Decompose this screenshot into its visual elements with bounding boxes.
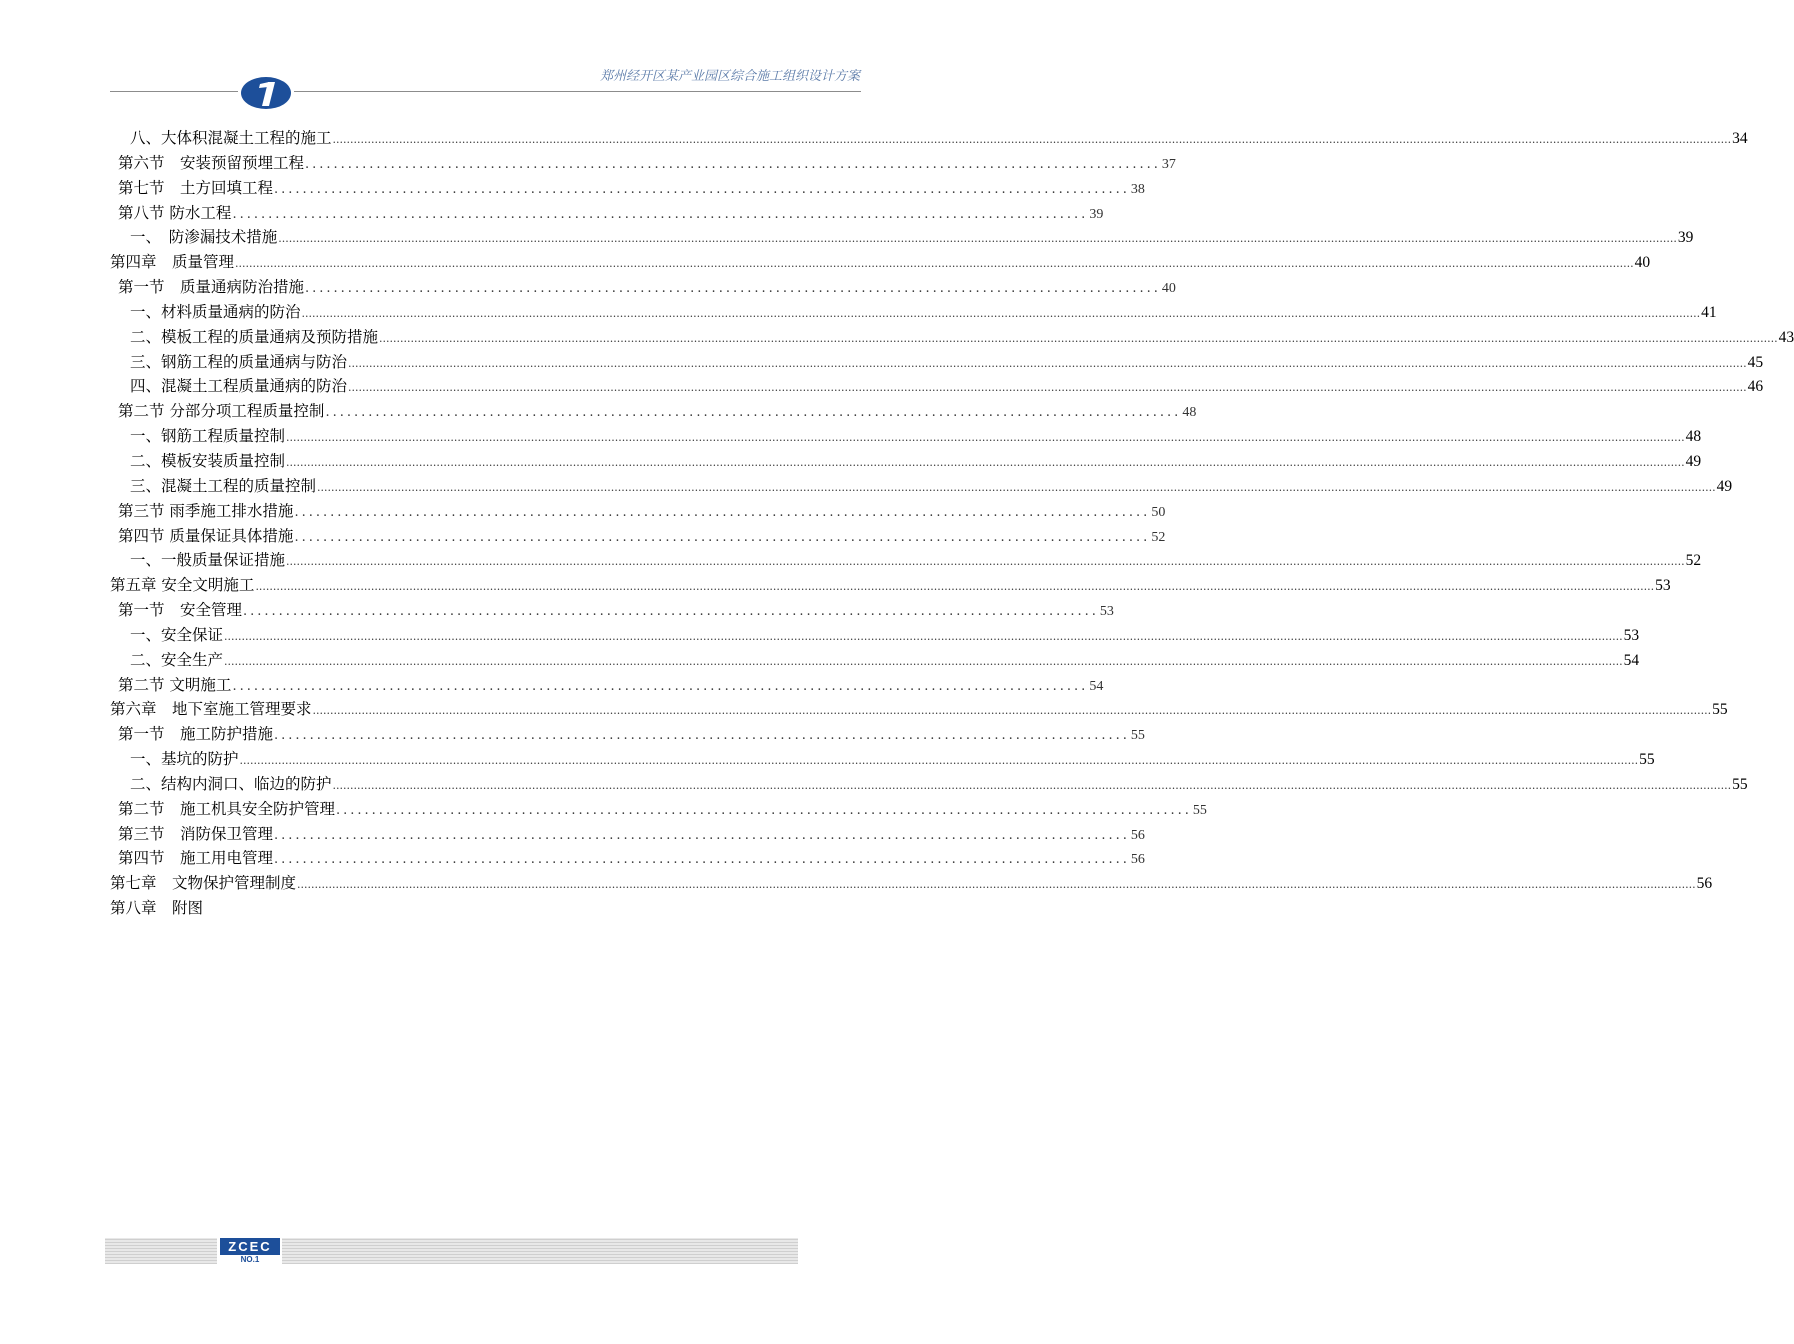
toc-dot-leader: ................................................................................................................................................................................................................................................................................................................................................................................................................	[332, 133, 1732, 146]
toc-entry-title: 第八节 防水工程	[118, 203, 232, 222]
toc-entry-title: 一、 防渗漏技术措施	[130, 228, 278, 247]
toc-entry[interactable]	[110, 399, 1197, 424]
toc-dot-leader: ................................................................................................................................................................................................................................................................................................................................................................................................................	[224, 629, 1623, 643]
toc-entry-title: 第四节 质量保证具体措施	[118, 526, 294, 545]
toc-page-number: 56	[1130, 852, 1145, 868]
toc-entry-title: 一、钢筋工程质量控制	[130, 427, 286, 446]
toc-page-number: 55	[1130, 728, 1145, 744]
toc-entry[interactable]	[110, 225, 1694, 250]
toc-page-number: 52	[1685, 552, 1702, 570]
toc-entry-title: 三、混凝土工程的质量控制	[130, 476, 317, 495]
toc-dot-leader: ................................................................................................................................................................................................................................................................................................................................................................................................................	[278, 232, 1677, 246]
toc-dot-leader: ........................................................................................................................	[274, 728, 1130, 744]
toc-page-number: 55	[1712, 701, 1728, 719]
toc-entry[interactable]	[110, 846, 1145, 871]
toc-entry[interactable]	[110, 648, 1640, 673]
toc-entry[interactable]	[110, 201, 1104, 226]
toc-entry-title: 第五章 安全文明施工	[110, 576, 255, 595]
toc-entry-title: 第八章 附图	[110, 899, 204, 918]
toc-entry-title: 第六节 安装预留预埋工程	[118, 153, 305, 172]
toc-page-number: 53	[1099, 604, 1114, 620]
toc-dot-leader: ................................................................................................................................................................................................................................................................................................................................................................................................................	[348, 356, 1747, 370]
toc-entry-title: 第一节 质量通病防治措施	[118, 278, 305, 297]
toc-dot-leader: ........................................................................................................................	[305, 156, 1161, 172]
toc-dot-leader: ........................................................................................................................	[232, 678, 1089, 694]
toc-page-number: 49	[1716, 477, 1733, 495]
toc-entry-title: 三、钢筋工程的质量通病与防治	[130, 352, 348, 371]
toc-dot-leader: ................................................................................................................................................................................................................................................................................................................................................................................................................	[332, 778, 1732, 792]
toc-entry-title: 八、大体积混凝土工程的施工	[130, 129, 332, 147]
toc-entry-title: 第七章 文物保护管理制度	[110, 874, 297, 893]
toc-entry[interactable]	[110, 772, 1748, 797]
header-divider-left	[110, 91, 238, 92]
toc-entry[interactable]	[110, 474, 1733, 499]
toc-dot-leader: ................................................................................................................................................................................................................................................................................................................................................................................................................	[286, 555, 1685, 569]
toc-entry-title: 第四节 施工用电管理	[118, 849, 274, 868]
toc-entry-title: 第三节 消防保卫管理	[118, 824, 274, 843]
footer-stripe-right	[282, 1238, 798, 1264]
toc-entry-title: 四、混凝土工程质量通病的防治	[130, 377, 348, 396]
toc-dot-leader: ................................................................................................................................................................................................................................................................................................................................................................................................................	[312, 704, 1712, 718]
toc-entry[interactable]	[110, 499, 1166, 524]
toc-entry-title: 第二节 文明施工	[118, 675, 232, 694]
toc-entry[interactable]	[110, 722, 1145, 747]
toc-page-number: 43	[1778, 328, 1794, 346]
toc-entry-title: 第一节 安全管理	[118, 601, 243, 620]
toc-page-number: 56	[1130, 827, 1145, 843]
toc-dot-leader: ........................................................................................................................	[336, 802, 1192, 818]
toc-entry-title: 第七节 土方回填工程	[118, 178, 274, 197]
toc-page-number: 38	[1130, 181, 1145, 197]
footer-stripe-left	[105, 1238, 217, 1264]
toc-entry[interactable]	[110, 896, 846, 921]
toc-page-number: 48	[1685, 428, 1702, 446]
toc-entry-title: 第六章 地下室施工管理要求	[110, 700, 312, 719]
toc-dot-leader: ................................................................................................................................................................................................................................................................................................................................................................................................................	[224, 654, 1623, 668]
toc-page-number: 54	[1623, 651, 1640, 669]
toc-entry-title: 二、模板工程的质量通病及预防措施	[130, 327, 379, 346]
toc-dot-leader: ................................................................................................................................................................................................................................................................................................................................................................................................................	[235, 257, 1634, 271]
toc-dot-leader: ................................................................................................................................................................................................................................................................................................................................................................................................................	[379, 331, 1778, 345]
toc-dot-leader: ................................................................................................................................................................................................................................................................................................................................................................................................................	[255, 580, 1655, 594]
toc-entry-title: 二、安全生产	[130, 650, 224, 669]
toc-page-number: 53	[1623, 626, 1640, 644]
toc-dot-leader: ................................................................................................................................................................................................................................................................................................................................................................................................................	[286, 455, 1685, 469]
toc-page-number: 50	[1151, 504, 1166, 520]
toc-page-number: 34	[1732, 130, 1748, 147]
toc-entry[interactable]	[110, 697, 1728, 722]
toc-dot-leader: ........................................................................................................................	[274, 827, 1130, 843]
toc-entry[interactable]	[110, 350, 1764, 375]
toc-entry-title: 第三节 雨季施工排水措施	[118, 501, 294, 520]
toc-page-number: 40	[1634, 254, 1651, 272]
header-title: 郑州经开区某产业园区综合施工组织设计方案	[599, 69, 860, 84]
toc-entry[interactable]	[110, 747, 1655, 772]
toc-entry-title: 第二节 施工机具安全防护管理	[118, 799, 336, 818]
toc-entry[interactable]	[110, 548, 1702, 573]
toc-entry-title: 二、模板安装质量控制	[130, 451, 286, 470]
footer-logo	[220, 1237, 280, 1265]
toc-dot-leader: ........................................................................................................................	[274, 181, 1130, 197]
toc-entry[interactable]	[110, 573, 1671, 598]
toc-entry[interactable]	[110, 374, 1764, 399]
toc-dot-leader: ................................................................................................................................................................................................................................................................................................................................................................................................................	[317, 480, 1716, 494]
toc-entry[interactable]	[110, 300, 1717, 325]
toc-entry-title: 一、一般质量保证措施	[130, 551, 286, 570]
toc-page-number: 53	[1655, 577, 1671, 595]
toc-page-number: 37	[1161, 156, 1176, 172]
toc-entry[interactable]	[110, 871, 1713, 896]
toc-entry-title: 第一节 施工防护措施	[118, 725, 274, 744]
toc-entry[interactable]	[110, 797, 1207, 822]
toc-dot-leader: ................................................................................................................................................................................................................................................................................................................................................................................................................	[239, 754, 1639, 768]
toc-dot-leader: ................................................................................................................................................................................................................................................................................................................................................................................................................	[286, 431, 1685, 445]
toc-dot-leader: ........................................................................................................................	[232, 206, 1089, 222]
table-of-contents	[110, 126, 1794, 921]
toc-entry[interactable]	[110, 673, 1104, 698]
header-divider-right	[294, 91, 861, 92]
toc-dot-leader: ................................................................................................................................................................................................................................................................................................................................................................................................................	[301, 306, 1701, 320]
toc-page-number: 55	[1732, 775, 1748, 793]
toc-entry[interactable]	[110, 325, 1794, 350]
toc-page-number: 39	[1089, 206, 1104, 222]
toc-dot-leader: ........................................................................................................................	[294, 504, 1151, 520]
toc-page-number: 39	[1677, 229, 1694, 247]
toc-dot-leader: ........................................................................................................................	[305, 281, 1161, 297]
toc-entry-title: 二、结构内洞口、临边的防护	[130, 774, 332, 793]
toc-entry[interactable]	[110, 126, 1748, 151]
toc-dot-leader: ........................................................................................................................	[274, 852, 1130, 868]
toc-entry[interactable]	[110, 176, 1145, 201]
toc-page-number: 40	[1161, 281, 1176, 297]
toc-entry[interactable]	[110, 151, 1176, 176]
footer-logo-brand: ZCEC	[220, 1238, 280, 1255]
toc-page-number: 45	[1747, 353, 1764, 371]
toc-page-number: 49	[1685, 452, 1702, 470]
toc-entry[interactable]	[110, 424, 1702, 449]
toc-dot-leader: ........................................................................................................................	[294, 529, 1151, 545]
toc-entry[interactable]	[110, 524, 1166, 549]
toc-entry[interactable]	[110, 250, 1651, 275]
toc-page-number: 56	[1696, 875, 1713, 893]
toc-page-number: 54	[1089, 678, 1104, 694]
toc-page-number: 41	[1701, 303, 1717, 321]
toc-entry-title: 一、安全保证	[130, 625, 224, 644]
toc-page-number: 46	[1747, 378, 1764, 396]
toc-entry[interactable]	[110, 623, 1640, 648]
toc-dot-leader: ........................................................................................................................	[325, 405, 1182, 421]
toc-dot-leader: ................................................................................................................................................................................................................................................................................................................................................................................................................	[348, 381, 1747, 395]
toc-page-number: 55	[1639, 751, 1655, 769]
toc-entry-title: 一、材料质量通病的防治	[130, 302, 301, 321]
toc-entry[interactable]	[110, 822, 1145, 847]
toc-entry-title: 一、基坑的防护	[130, 750, 239, 769]
toc-page-number: 48	[1182, 405, 1197, 421]
toc-entry-title: 第四章 质量管理	[110, 253, 235, 272]
footer-logo-subtext: NO.1	[240, 1255, 260, 1264]
toc-entry-title: 第二节 分部分项工程质量控制	[118, 402, 325, 421]
toc-entry[interactable]	[110, 449, 1702, 474]
toc-entry[interactable]	[110, 598, 1114, 623]
toc-dot-leader: ................................................................................................................................................................................................................................................................................................................................................................................................................	[297, 878, 1696, 892]
toc-page-number: 55	[1192, 802, 1207, 818]
toc-page-number: 52	[1151, 529, 1166, 545]
toc-dot-leader: ........................................................................................................................	[243, 604, 1099, 620]
toc-entry[interactable]	[110, 275, 1176, 300]
company-logo-icon	[240, 76, 292, 110]
